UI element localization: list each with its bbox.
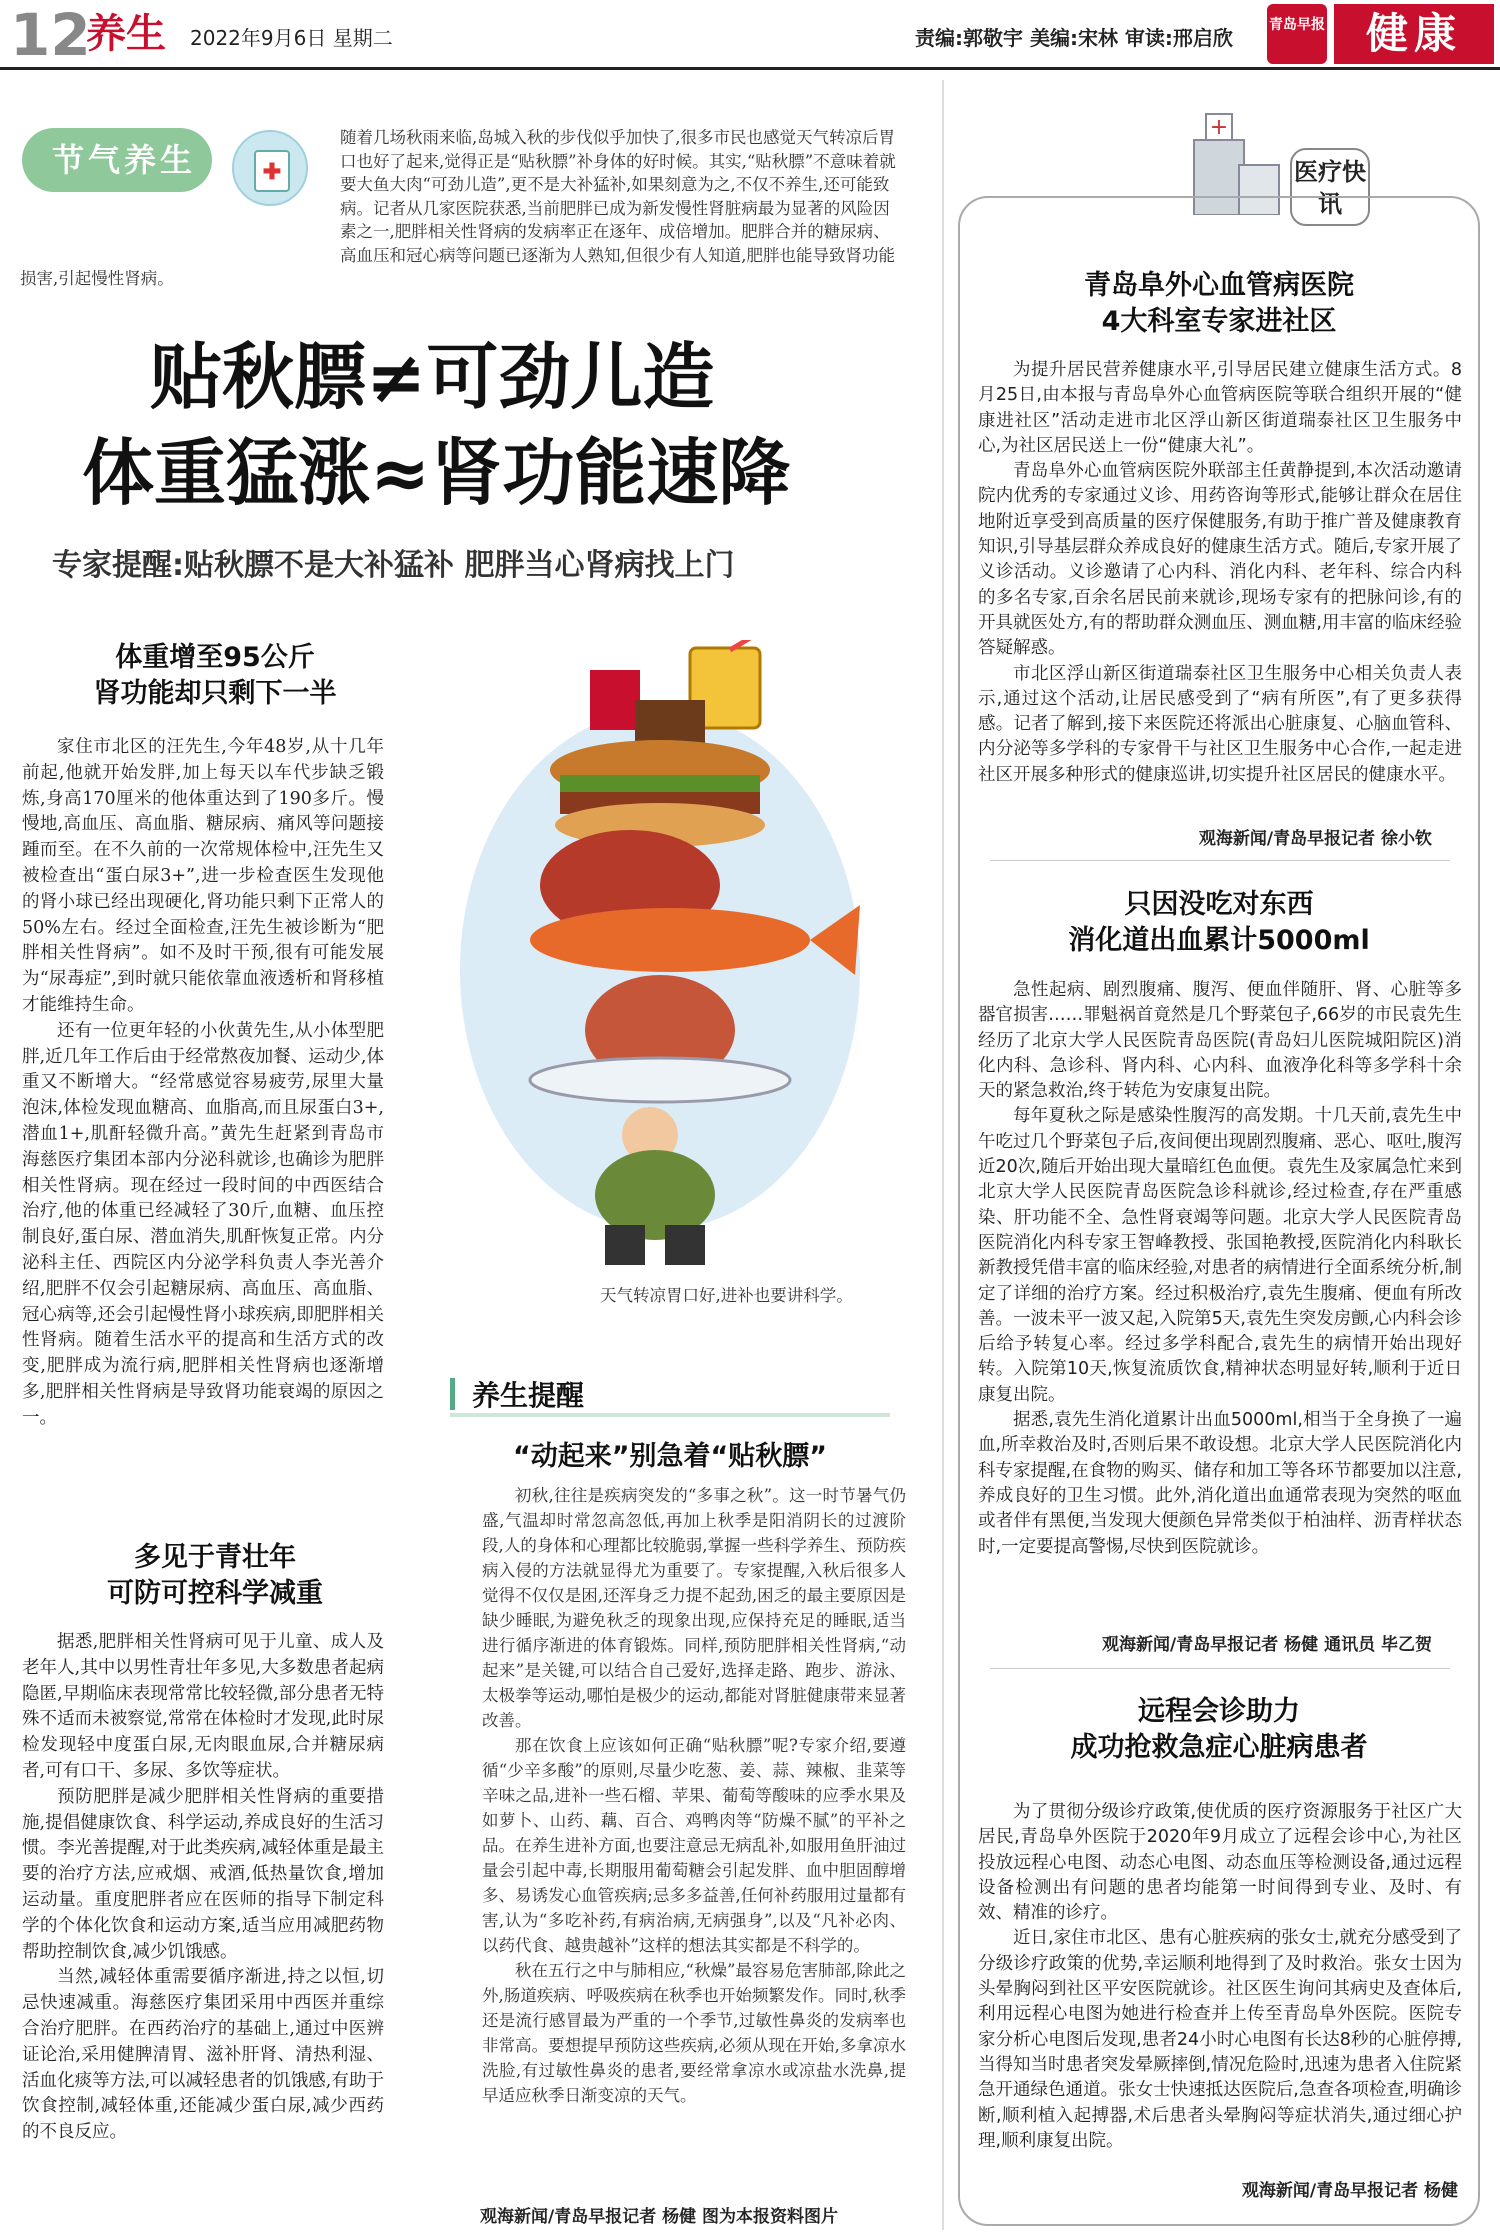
paragraph: 那在饮食上应该如何正确“贴秋膘”呢?专家介绍,要遵循“少辛多酸”的原则,尽量少吃葱、姜、蒜、辣椒、韭菜等辛味之品,进补一些石榴、苹果、葡萄等酸味的应季水果及如萝卜、山药、藕、百合、鸡鸭肉等“防燥不腻”的平补之品。在养生进补方面,也要注意忌无病乱补,如服用鱼肝油过量会引起中毒,长期服用葡萄糖会引起发胖、血中胆固醇增多、易诱发心血管疾病;忌多多益善,任何补药服用过量都有害,认为“多吃补药,有病治病,无病强身”,以及“凡补必肉、以药代食、越贵越补”这样的想法其实都是不科学的。	[482, 1736, 906, 1955]
article-2-title-line-1: 只因没吃对东西	[1124, 889, 1314, 920]
tip-label: 养生提醒	[472, 1379, 585, 1412]
article-1-title-line-1: 青岛阜外心血管病医院	[1084, 270, 1354, 301]
tip-body	[482, 1483, 906, 2108]
article-3-title-line-2: 成功抢救急症心脏病患者	[1070, 1732, 1368, 1763]
paragraph: 还有一位更年轻的小伙黄先生,从小体型肥胖,近几年工作后由于经常熬夜加餐、运动少,体重又不断增大。“经常感觉容易疲劳,尿里大量泡沫,体检发现血糖高、血脂高,而且尿蛋白3+,潜血1+,肌酐轻微升高。”黄先生赶紧到青岛市海慈医疗集团本部内分泌科就诊,也确诊为肥胖相关性肾病。现在经过一段时间的中西医结合治疗,他的体重已经减轻了30斤,血糖、血压控制良好,蛋白尿、潜血消失,肌酐恢复正常。内分泌科主任、西院区内分泌学科负责人李光善介绍,肥胖不仅会引起糖尿病、高血压、高血脂、冠心病等,还会引起慢性肾小球疾病,即肥胖相关性肾病。随着生活水平的提高和生活方式的改变,肥胖成为流行病,肥胖相关性肾病也逐渐增多,肥胖相关性肾病是导致肾功能衰竭的原因之一。	[22, 1020, 384, 1428]
svg-text:+: +	[1209, 115, 1229, 140]
article-2-byline: 观海新闻/青岛早报记者 杨健 通讯员 毕乙贺	[1102, 1635, 1432, 1655]
tip-accent-bar	[450, 1378, 455, 1410]
tip-divider	[450, 1413, 890, 1417]
column-title: 健康	[1334, 4, 1494, 64]
issue-date: 2022年9月6日 星期二	[190, 26, 393, 50]
paragraph: 每年夏秋之际是感染性腹泻的高发期。十几天前,袁先生中午吃过几个野菜包子后,夜间便出现剧烈腹痛、恶心、呕吐,腹泻近20次,随后开始出现大量暗红色血便。袁先生及家属急忙来到北京大学人民医院青岛医院急诊科就诊,经过检查,存在严重感染、肝功能不全、急性肾衰竭等问题。北京大学人民医院青岛医院消化内科专家王智峰教授、张国艳教授,医院消化内科耿长新教授凭借丰富的临床经验,对患者的病情进行全面系统分析,制定了详细的治疗方案。经过积极治疗,袁先生腹痛、便血有所改善。一波未平一波又起,入院第5天,袁先生突发房颤,心内科会诊后给予转复心率。经过多学科配合,袁先生的病情开始出现好转。入院第10天,恢复流质饮食,精神状态明显好转,顺利于近日康复出院。	[978, 1106, 1462, 1405]
paragraph: 为了贯彻分级诊疗政策,使优质的医疗资源服务于社区广大居民,青岛阜外医院于2020年9月成立了远程会诊中心,为社区投放远程心电图、动态心电图、动态血压等检测设备,通过远程设备检测出有问题的患者均能第一时间得到专业、及时、有效、精准的诊疗。	[978, 1802, 1462, 1924]
paragraph: 据悉,肥胖相关性肾病可见于儿童、成人及老年人,其中以男性青壮年多见,大多数患者起病隐匿,早期临床表现常常比较轻微,部分患者无特殊不适而未被察觉,常常在体检时才发现,此时尿检发现轻中度蛋白尿,无肉眼血尿,合并糖尿病者,可有口干、多尿、多饮等症状。	[22, 1632, 384, 1781]
article-2-body	[978, 978, 1462, 1560]
paragraph: 预防肥胖是减少肥胖相关性肾病的重要措施,提倡健康饮食、科学运动,养成良好的生活习惯。李光善提醒,对于此类疾病,减轻体重是最主要的治疗方法,应戒烟、戒酒,低热量饮食,增加运动量。重度肥胖者应在医师的指导下制定科学的个体化饮食和运动方案,适当应用减肥药物帮助控制饮食,减少饥饿感。	[22, 1786, 384, 1962]
section-2-title	[20, 1540, 410, 1612]
medical-news-label: 医疗快讯	[1290, 148, 1370, 226]
medicine-box-icon: ✚	[232, 130, 308, 206]
column-divider	[942, 80, 944, 2230]
headline-line-2: 体重猛涨≈肾功能速降	[82, 431, 791, 515]
paragraph: 初秋,往往是疾病突发的“多事之秋”。这一时节暑气仍盛,气温却时常忽高忽低,再加上秋季是阳消阴长的过渡阶段,人的身体和心理都比较脆弱,掌握一些科学养生、预防疾病入侵的方法就显得尤为重要了。专家提醒,入秋后很多人觉得不仅仅是困,还浑身乏力提不起劲,困乏的最主要原因是缺少睡眠,为避免秋乏的现象出现,应保持充足的睡眠,适当进行循序渐进的体育锻炼。同样,预防肥胖相关性肾病,“动起来”是关键,可以结合自己爱好,选择走路、跑步、游泳、太极拳等运动,哪怕是极少的运动,都能对肾脏健康带来显著改善。	[482, 1486, 906, 1730]
section-1-title-line-2: 肾功能却只剩下一半	[93, 678, 337, 709]
paragraph: 青岛阜外心血管病医院外联部主任黄静提到,本次活动邀请院内优秀的专家通过义诊、用药咨询等形式,能够让群众在居住地附近享受到高质量的医疗保健服务,有助于推广普及健康教育知识,引导基层群众养成良好的健康生活方式。随后,专家开展了义诊活动。义诊邀请了心内科、消化内科、老年科、综合内科的多名专家,百余名居民前来就诊,现场专家有的把脉问诊,有的开具就医处方,有的帮助群众测血压、测血糖,用丰富的临床经验答疑解惑。	[978, 461, 1462, 659]
paragraph: 市北区浮山新区街道瑞泰社区卫生服务中心相关负责人表示,通过这个活动,让居民感受到了“病有所医”,有了更多获得感。记者了解到,接下来医院还将派出心脏康复、心脑血管科、内分泌等多学科的专家骨干与社区卫生服务中心合作,一起走进社区开展多种形式的健康巡讲,切实提升社区居民的健康水平。	[978, 663, 1462, 785]
page-number: 12	[10, 1, 91, 69]
subheadline: 专家提醒:贴秋膘不是大补猛补 肥胖当心肾病找上门	[52, 548, 735, 583]
paragraph: 近日,家住市北区、患有心脏疾病的张女士,就充分感受到了分级诊疗政策的优势,幸运顺利地得到了及时救治。张女士因为头晕胸闷到社区平安医院就诊。社区医生询问其病史及查体后,利用远程心电图为她进行检查并上传至青岛阜外医院。医院专家分析心电图后发现,患者24小时心电图有长达8秒的心脏停搏,当得知当时患者突发晕厥摔倒,情况危险时,迅速为患者入住院紧急开通绿色通道。张女士快速抵达医院后,急查各项检查,明确诊断,顺利植入起搏器,术后患者头晕胸闷等症状消失,通过细心护理,顺利康复出院。	[978, 1928, 1462, 2151]
section-1-title	[20, 640, 410, 712]
section-1-title-line-1: 体重增至95公斤	[115, 642, 315, 673]
section-2-title-line-1: 多见于青壮年	[134, 1542, 296, 1573]
headline-line-1: 贴秋膘≠可劲儿造	[150, 335, 715, 419]
article-1-byline: 观海新闻/青岛早报记者 徐小钦	[1198, 829, 1432, 849]
newspaper-logo: 青岛早报	[1267, 4, 1327, 64]
article-separator	[990, 1668, 1450, 1669]
food-stack-illustration	[430, 640, 890, 1270]
section-name: 养生	[86, 11, 166, 57]
paragraph: 家住市北区的汪先生,今年48岁,从十几年前起,他就开始发胖,加上每天以车代步缺乏锻炼,身高170厘米的他体重达到了190多斤。慢慢地,高血压、高血脂、糖尿病、痛风等问题接踵而至。在不久前的一次常规体检中,汪先生又被检查出“蛋白尿3+”,进一步检查医生发现他的肾小球已经出现硬化,肾功能只剩下正常人的50%左右。经过全面检查,汪先生被诊断为“肥胖相关性肾病”。如不及时干预,很有可能发展为“尿毒症”,到时就只能依靠血液透析和肾移植才能维持生命。	[22, 737, 384, 1015]
intro-paragraph	[20, 126, 900, 291]
article-3-title	[972, 1694, 1466, 1766]
article-2-title	[972, 887, 1466, 959]
article-1-body	[978, 358, 1462, 788]
editor-credits: 责编:郭敬宇 美编:宋林 审读:邢启欣	[915, 26, 1233, 50]
paragraph: 据悉,袁先生消化道累计出血5000ml,相当于全身换了一遍血,所幸救治及时,否则后果不敢设想。北京大学人民医院消化内科专家提醒,在食物的购买、储存和加工等各环节都要加以注意,养成良好的卫生习惯。此外,消化道出血通常表现为突然的呕血或者伴有黑便,当发现大便颜色异常类似于柏油样、沥青样状态时,一定要提高警惕,尽快到医院就诊。	[978, 1410, 1462, 1557]
article-1-title-line-2: 4大科室专家进社区	[1101, 306, 1337, 337]
paragraph: 秋在五行之中与肺相应,“秋燥”最容易危害肺部,除此之外,肠道疾病、呼吸疾病在秋季也开始频繁发作。同时,秋季还是流行感冒最为严重的一个季节,过敏性鼻炎的发病率也非常高。要想提早预防这些疾病,必须从现在开始,多拿凉水洗脸,有过敏性鼻炎的患者,要经常拿凉水或凉盐水洗鼻,提早适应秋季日渐变凉的天气。	[482, 1961, 906, 2105]
paragraph: 当然,减轻体重需要循序渐进,持之以恒,切忌快速减重。海慈医疗集团采用中西医并重综合治疗肥胖。在西药治疗的基础上,通过中医辨证论治,采用健脾清胃、滋补肝肾、清热利湿、活血化痰等方法,可以减轻患者的饥饿感,有助于饮食控制,减轻体重,还能减少蛋白尿,减少西药的不良反应。	[22, 1967, 384, 2143]
section-2-title-line-2: 可防可控科学减重	[107, 1578, 323, 1609]
tip-byline: 观海新闻/青岛早报记者 杨健 图为本报资料图片	[480, 2207, 839, 2227]
solar-term-badge: 节气养生	[22, 128, 212, 192]
paragraph: 为提升居民营养健康水平,引导居民建立健康生活方式。8月25日,由本报与青岛阜外心血管病医院等联合组织开展的“健康进社区”活动走进市北区浮山新区街道瑞泰社区卫生服务中心,为社区居民送上一份“健康大礼”。	[978, 360, 1462, 456]
paragraph: 急性起病、剧烈腹痛、腹泻、便血伴随肝、肾、心脏等多器官损害……罪魁祸首竟然是几个野菜包子,66岁的市民袁先生经历了北京大学人民医院青岛医院(青岛妇儿医院城阳院区)消化内科、急诊科、肾内科、心内科、血液净化科等多学科十余天的紧急救治,终于转危为安康复出院。	[978, 980, 1462, 1102]
intro-text: 随着几场秋雨来临,岛城入秋的步伐似乎加快了,很多市民也感觉天气转凉后胃口也好了起来,觉得正是“贴秋膘”补身体的好时候。其实,“贴秋膘”不意味着就要大鱼大肉“可劲儿造”,更不是大补猛补,如果刻意为之,不仅不养生,还可能致病。记者从几家医院获悉,当前肥胖已成为新发慢性肾脏病最为显著的风险因素之一,肥胖相关性肾病的发病率正在逐年、成倍增加。肥胖合并的糖尿病、高血压和冠心病等问题已逐渐为人熟知,但很少有人知道,肥胖也能导致肾功能损害,引起慢性肾病。	[20, 128, 896, 288]
section-2-body	[22, 1630, 384, 2146]
section-1-body	[22, 735, 384, 1432]
article-3-byline: 观海新闻/青岛早报记者 杨健	[1241, 2181, 1458, 2201]
article-2-title-line-2: 消化道出血累计5000ml	[1068, 925, 1370, 956]
article-3-body	[978, 1800, 1462, 2154]
article-1-title	[972, 268, 1466, 340]
tip-title: “动起来”别急着“贴秋膘”	[513, 1441, 827, 1472]
illustration-caption: 天气转凉胃口好,进补也要讲科学。	[600, 1286, 853, 1305]
article-separator	[990, 860, 1450, 861]
article-3-title-line-1: 远程会诊助力	[1138, 1696, 1300, 1727]
